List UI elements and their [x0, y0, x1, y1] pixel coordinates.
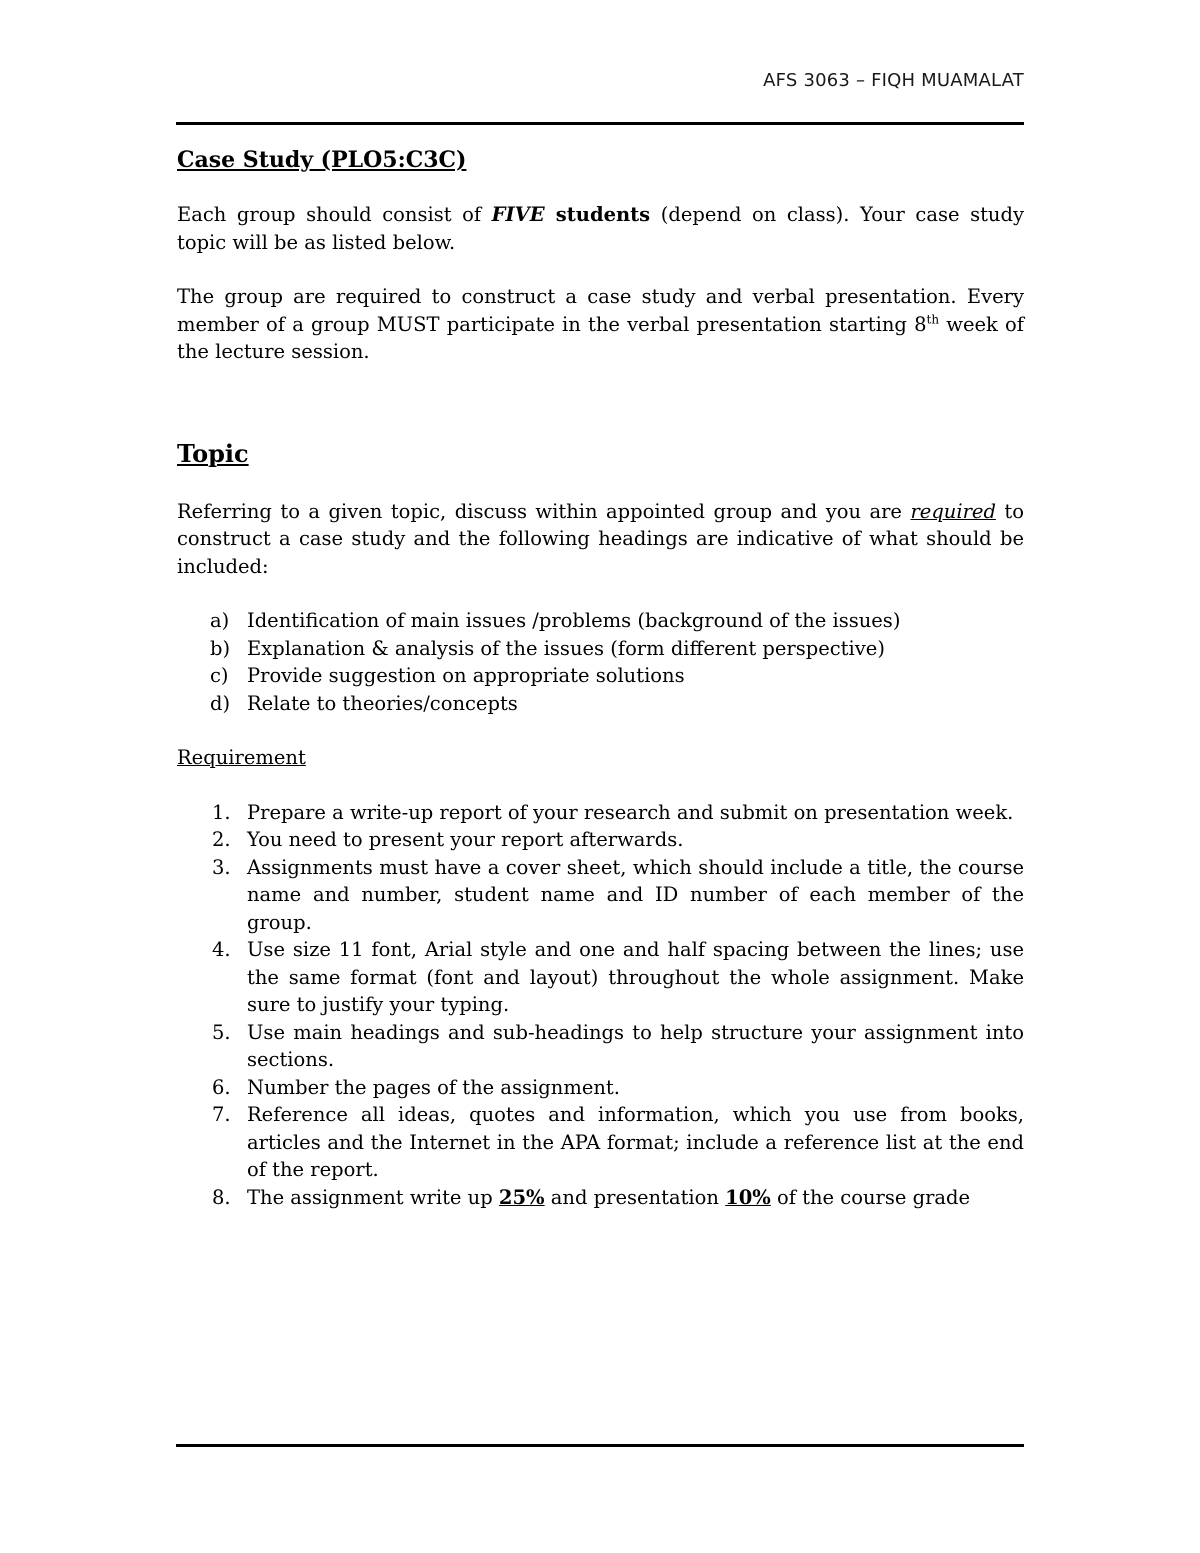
write-up-percentage: 25%: [498, 1185, 545, 1209]
list-item-text: Provide suggestion on appropriate solutions: [247, 664, 685, 687]
item8-text-c: of the course grade: [770, 1185, 971, 1209]
list-marker: 2.: [212, 828, 231, 851]
list-item: [177, 1074, 1024, 1102]
students-emphasis: students: [544, 203, 651, 226]
list-marker: 1.: [212, 800, 231, 824]
requirement-list: [177, 799, 1024, 1212]
presentation-percentage: 10%: [725, 1185, 771, 1209]
list-marker: a): [210, 609, 230, 632]
group-size-paragraph: [177, 201, 1024, 256]
list-item-text: Relate to theories/concepts: [247, 691, 518, 715]
presentation-paragraph: [177, 283, 1024, 366]
list-item-text: Explanation & analysis of the issues (form different perspective): [247, 636, 885, 660]
list-item: [177, 1019, 1024, 1074]
list-item-text: Identification of main issues /problems (background of the issues): [247, 609, 901, 632]
list-marker: 8.: [212, 1185, 231, 1209]
list-item: [177, 607, 1024, 635]
list-marker: b): [210, 636, 231, 660]
list-item-text: Reference all ideas, quotes and information, which you use from books, articles and the Internet in the APA format; include a reference list at the end of the report.: [247, 1103, 1024, 1181]
document-body: [177, 144, 1024, 1211]
page-header: AFS 3063 – FIQH MUAMALAT: [763, 70, 1024, 91]
list-item-text: Use main headings and sub-headings to help structure your assignment into sections.: [247, 1020, 1024, 1071]
para1-text-b: (depend on class). Your case study topic will be as listed below.: [177, 203, 1024, 254]
para2-text-a: The group are required to construct a case study and verbal presentation. Every member of a group MUST participate in the verbal presentation starting 8: [177, 285, 1024, 336]
list-item: [177, 1184, 1024, 1212]
five-emphasis: FIVE: [491, 203, 545, 226]
list-item: [177, 1101, 1024, 1184]
list-marker: 7.: [212, 1103, 231, 1126]
list-item: [177, 936, 1024, 1019]
para2-text-b: week of the lecture session.: [177, 312, 1024, 363]
list-marker: 6.: [212, 1075, 231, 1099]
list-item: [177, 799, 1024, 827]
topic-text-a: Referring to a given topic, discuss within appointed group and you are: [177, 499, 911, 523]
case-study-heading: Case Study (PLO5:C3C): [177, 147, 467, 173]
list-item: [177, 854, 1024, 937]
list-item-text: Number the pages of the assignment.: [247, 1075, 620, 1099]
list-item: [177, 826, 1024, 854]
topic-headings-list: [177, 607, 1024, 717]
item8-text-b: and presentation: [544, 1185, 726, 1209]
list-item: [177, 662, 1024, 690]
grade-weight-text: [247, 1184, 1024, 1212]
para1-text-a: Each group should consist of: [177, 203, 492, 226]
topic-heading: Topic: [177, 438, 249, 468]
list-marker: c): [210, 664, 229, 687]
topic-text-b: to construct a case study and the following headings are indicative of what should be included:: [177, 499, 1024, 578]
ordinal-suffix: th: [926, 312, 940, 326]
header-rule: [176, 122, 1024, 125]
list-marker: 3.: [212, 855, 231, 879]
footer-rule: [176, 1444, 1024, 1447]
list-item: [177, 635, 1024, 663]
list-item: [177, 690, 1024, 718]
topic-paragraph: [177, 498, 1024, 581]
list-item-text: You need to present your report afterwards.: [247, 828, 684, 851]
requirement-heading: Requirement: [177, 746, 306, 769]
list-item-text: Prepare a write-up report of your research and submit on presentation week.: [247, 800, 1014, 824]
required-emphasis: required: [910, 499, 996, 523]
list-item-text: Use size 11 font, Arial style and one and half spacing between the lines; use the same format (font and layout) throughout the whole assignment. Make sure to justify your typing.: [247, 938, 1024, 1016]
list-item-text: Assignments must have a cover sheet, which should include a title, the course name and number, student name and ID number of each member of the group.: [247, 855, 1024, 934]
list-marker: 5.: [212, 1020, 231, 1044]
item8-text-a: The assignment write up: [247, 1185, 499, 1209]
list-marker: 4.: [212, 938, 231, 961]
list-marker: d): [210, 691, 231, 715]
